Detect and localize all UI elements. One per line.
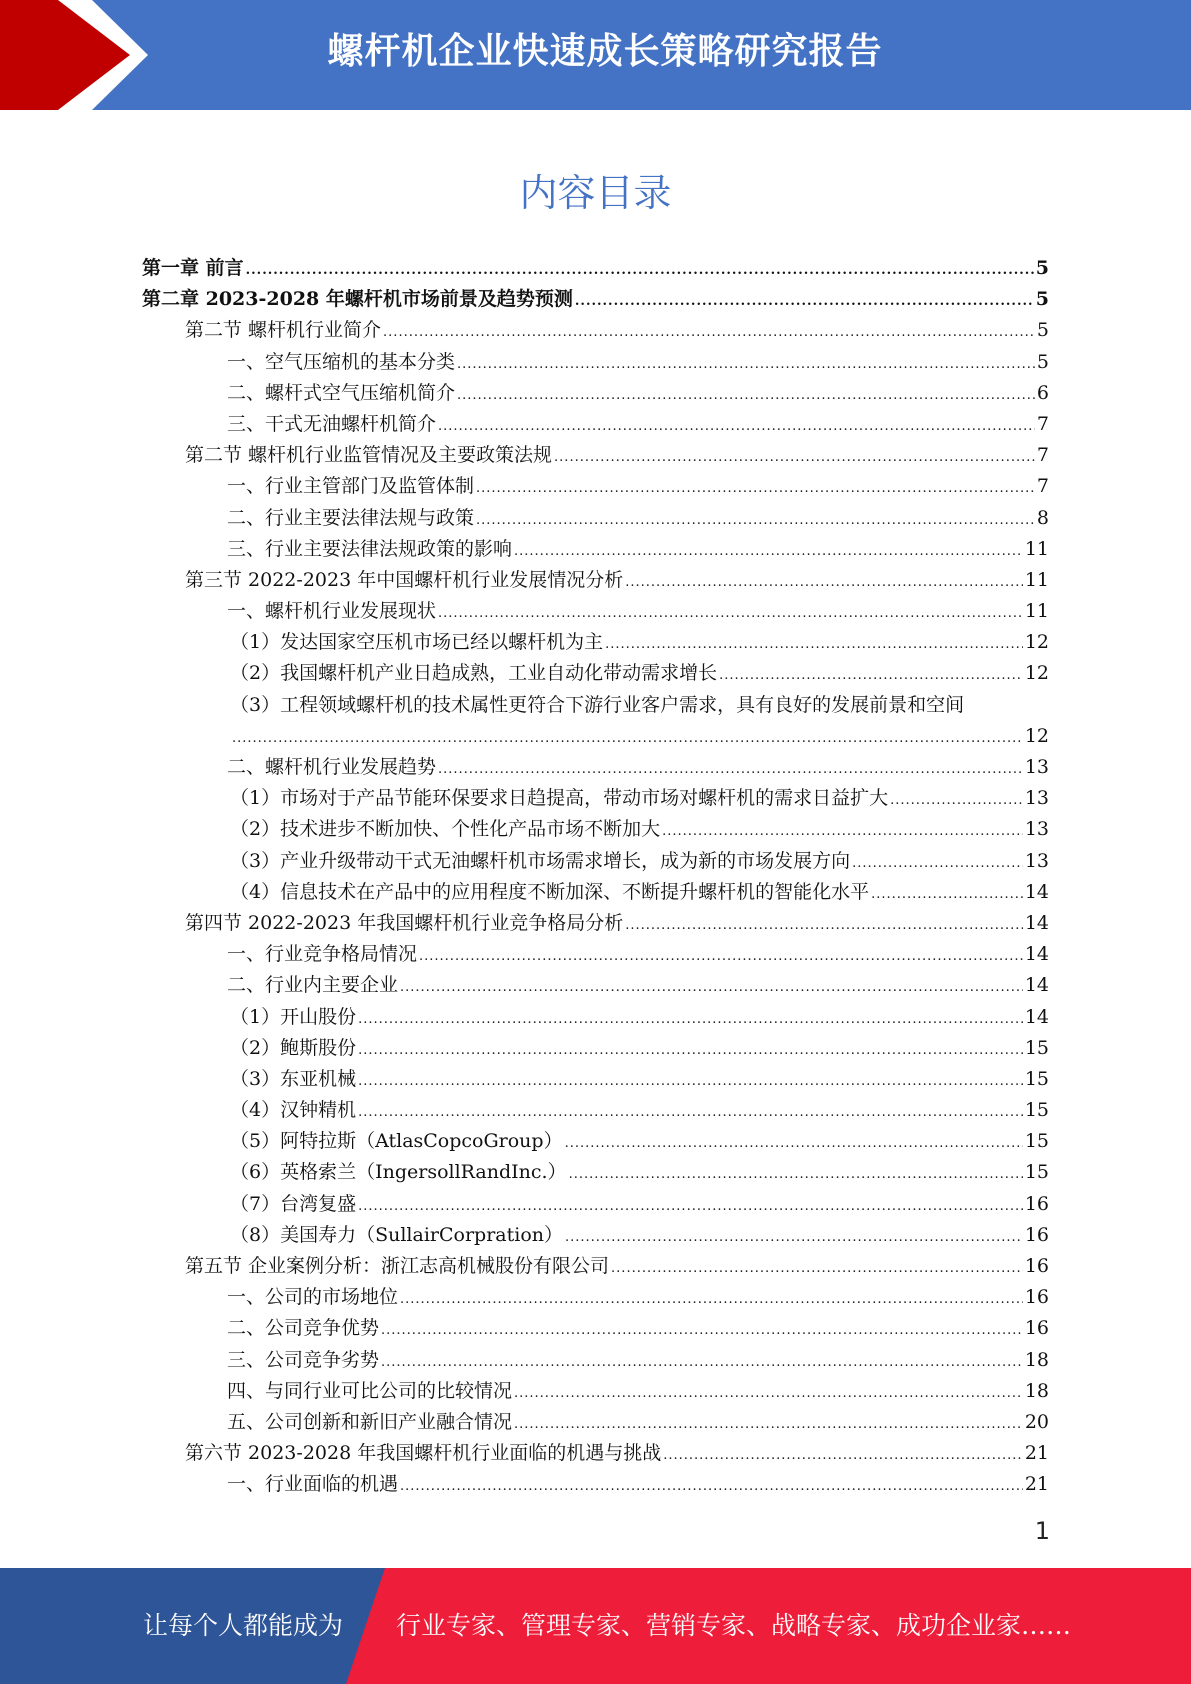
toc-dot-leader [554,442,1035,473]
page-number: 1 [1034,1517,1050,1545]
toc-entry-page: 21 [1024,1473,1049,1496]
toc-entry-page: 7 [1036,412,1049,435]
toc-entry-title: 三、干式无油螺杆机简介 [227,412,437,435]
toc-entry-title: 二、行业主要法律法规与政策 [227,506,475,529]
toc-entry-page: 12 [1024,724,1049,747]
toc-entry-page: 14 [1024,1005,1049,1028]
toc-dot-leader [565,1222,1023,1253]
report-title: 螺杆机企业快速成长策略研究报告 [327,31,883,72]
toc-dot-leader [611,1253,1023,1284]
toc-entry[interactable] [142,721,1049,752]
toc-entry-page: 13 [1024,849,1049,872]
toc-entry-title: 二、公司竞争优势 [227,1317,380,1340]
toc-entry-page: 14 [1024,880,1049,903]
toc-entry[interactable] [142,846,1049,877]
toc-entry-title: （3）东亚机械 [230,1067,357,1090]
toc-entry-page: 5 [1035,257,1049,279]
toc-dot-leader [575,286,1034,317]
toc-dot-leader [381,1347,1023,1378]
toc-entry-page: 14 [1024,974,1049,997]
toc-entry-title: （6）英格索兰（IngersollRandInc.） [230,1161,567,1184]
toc-entry[interactable] [142,1469,1049,1500]
toc-entry-page: 15 [1024,1130,1049,1153]
toc-dot-leader [569,1159,1023,1190]
toc-entry[interactable] [142,1157,1049,1188]
toc-dot-leader [358,1191,1023,1222]
toc-entry[interactable] [142,409,1049,440]
toc-entry-page: 7 [1036,475,1049,498]
toc-entry-title: 一、行业面临的机遇 [227,1473,399,1496]
toc-entry-page: 14 [1024,911,1049,934]
toc-entry-title: 二、螺杆机行业发展趋势 [227,756,437,778]
toc-entry-title: （1）发达国家空压机市场已经以螺杆机为主 [230,631,604,654]
toc-entry-title: （2）技术进步不断加快、个性化产品市场不断加大 [230,818,661,841]
toc-entry[interactable] [142,284,1049,315]
toc-entry[interactable] [142,939,1049,970]
toc-entry[interactable] [142,690,1049,721]
toc-entry[interactable] [142,1407,1049,1438]
toc-entry[interactable] [142,1251,1049,1282]
toc-entry-page: 16 [1024,1223,1049,1246]
toc-entry[interactable] [142,534,1049,565]
toc-entry-page: 8 [1036,506,1049,529]
toc-dot-leader [890,785,1023,816]
toc-dot-leader [852,848,1023,879]
toc-entry[interactable] [142,1376,1049,1407]
table-of-contents [142,253,1049,1501]
toc-entry-title: 第二章 2023-2028 年螺杆机市场前景及趋势预测 [142,288,573,311]
toc-entry[interactable] [142,1033,1049,1064]
toc-dot-leader [476,505,1035,536]
toc-entry[interactable] [142,596,1049,627]
toc-dot-leader [514,1409,1023,1440]
toc-dot-leader [232,723,1023,754]
toc-entry-page: 12 [1024,662,1049,685]
toc-entry[interactable] [142,565,1049,596]
toc-entry-title: 三、行业主要法律法规政策的影响 [227,537,513,560]
toc-entry-title: （2）鲍斯股份 [230,1036,357,1059]
toc-dot-leader [719,660,1023,691]
toc-dot-leader [565,1128,1023,1159]
toc-entry-page: 11 [1024,568,1049,591]
toc-dot-leader [400,972,1023,1003]
toc-entry[interactable] [142,783,1049,814]
toc-entry-page: 13 [1024,818,1049,841]
toc-entry[interactable] [142,378,1049,409]
toc-entry[interactable] [142,1282,1049,1313]
toc-entry-page: 16 [1024,1286,1049,1309]
toc-dot-leader [438,754,1023,785]
toc-entry-title: 五、公司创新和新旧产业融合情况 [227,1410,513,1433]
toc-dot-leader [625,910,1023,941]
toc-entry[interactable] [142,970,1049,1001]
toc-entry-title: 三、公司竞争劣势 [227,1348,380,1371]
toc-entry[interactable] [142,315,1049,346]
toc-dot-leader [358,1004,1023,1035]
toc-dot-leader [457,380,1035,411]
toc-entry-title: 第二节 螺杆机行业简介 [185,319,382,342]
footer-slogan-right: 行业专家、管理专家、营销专家、战略专家、成功企业家…… [396,1611,1072,1640]
footer-band [0,1568,1191,1684]
toc-entry[interactable] [142,627,1049,658]
toc-entry-title: 一、行业主管部门及监管体制 [227,475,475,498]
toc-dot-leader [663,1440,1023,1471]
toc-entry-title: （4）汉钟精机 [230,1099,357,1122]
toc-entry-page: 16 [1024,1255,1049,1277]
toc-entry[interactable] [142,1438,1049,1469]
toc-entry[interactable] [142,1002,1049,1033]
toc-entry-page: 5 [1036,319,1049,342]
toc-entry-page: 21 [1024,1442,1049,1465]
toc-entry[interactable] [142,471,1049,502]
toc-entry[interactable] [142,877,1049,908]
toc-entry-page: 16 [1024,1192,1049,1215]
toc-dot-leader [625,567,1023,598]
toc-entry-title: 第三节 2022-2023 年中国螺杆机行业发展情况分析 [185,568,624,591]
toc-entry-title: 四、与同行业可比公司的比较情况 [227,1379,513,1402]
toc-dot-leader [419,941,1023,972]
toc-entry-title: 二、行业内主要企业 [227,974,399,997]
footer-slogan-left: 让每个人都能成为 [143,1611,344,1640]
toc-entry-page: 18 [1024,1379,1049,1402]
toc-entry[interactable] [142,347,1049,378]
toc-entry[interactable] [142,253,1049,284]
toc-entry[interactable] [142,440,1049,471]
toc-dot-leader [358,1097,1023,1128]
toc-entry-page: 18 [1024,1348,1049,1371]
toc-entry-title: 一、螺杆机行业发展现状 [227,600,437,623]
toc-dot-leader [871,879,1023,910]
toc-entry-title: 一、行业竞争格局情况 [227,943,418,966]
toc-dot-leader [438,598,1023,629]
toc-dot-leader [457,349,1035,380]
toc-entry[interactable] [142,1189,1049,1220]
toc-entry-page: 16 [1024,1317,1049,1340]
header-band [0,0,1191,110]
toc-entry-title: 第六节 2023-2028 年我国螺杆机行业面临的机遇与挑战 [185,1442,662,1465]
toc-entry-title: 第一章 前言 [142,257,244,279]
toc-entry-title: （1）开山股份 [230,1005,357,1028]
toc-entry[interactable] [142,1313,1049,1344]
toc-entry-title: 第五节 企业案例分析：浙江志高机械股份有限公司 [185,1255,610,1277]
toc-dot-leader [400,1284,1023,1315]
toc-dot-leader [246,255,1034,286]
toc-entry-title: 一、空气压缩机的基本分类 [227,350,456,373]
toc-entry-title: 第四节 2022-2023 年我国螺杆机行业竞争格局分析 [185,911,624,934]
toc-entry-title: 第二节 螺杆机行业监管情况及主要政策法规 [185,444,553,467]
toc-entry[interactable] [142,658,1049,689]
toc-dot-leader [400,1471,1023,1502]
toc-dot-leader [476,473,1035,504]
toc-dot-leader [358,1066,1023,1097]
toc-entry[interactable] [142,1126,1049,1157]
toc-dot-leader [381,1315,1023,1346]
toc-dot-leader [383,317,1035,348]
toc-heading: 内容目录 [519,171,672,215]
toc-entry[interactable] [142,814,1049,845]
toc-entry-page: 7 [1036,444,1049,467]
toc-entry-title: （3）产业升级带动干式无油螺杆机市场需求增长，成为新的市场发展方向 [230,849,851,872]
toc-dot-leader [438,411,1035,442]
toc-entry-page: 5 [1035,288,1049,311]
toc-entry-title: （4）信息技术在产品中的应用程度不断加深、不断提升螺杆机的智能化水平 [230,880,870,903]
toc-entry-page: 5 [1036,350,1049,373]
toc-entry-title: （2）我国螺杆机产业日趋成熟，工业自动化带动需求增长 [230,662,718,685]
toc-entry[interactable] [142,503,1049,534]
toc-entry-page: 15 [1024,1099,1049,1122]
toc-dot-leader [514,536,1023,567]
toc-entry[interactable] [142,752,1049,783]
toc-entry[interactable] [142,1345,1049,1376]
toc-entry-title: （5）阿特拉斯（AtlasCopcoGroup） [230,1130,563,1153]
toc-entry-page: 12 [1024,631,1049,654]
toc-entry-page: 6 [1036,381,1049,404]
toc-entry-page: 20 [1024,1410,1049,1433]
toc-entry-page: 15 [1024,1161,1049,1184]
toc-entry-title: （3）工程领域螺杆机的技术属性更符合下游行业客户需求，具有良好的发展前景和空间 [230,693,965,716]
toc-dot-leader [514,1378,1023,1409]
toc-entry-page: 14 [1024,943,1049,966]
toc-dot-leader [662,816,1023,847]
toc-entry-title: （8）美国寿力（SullairCorpration） [230,1223,564,1246]
toc-entry-title: 二、螺杆式空气压缩机简介 [227,381,456,404]
toc-entry-page: 11 [1024,600,1049,623]
toc-entry-title: 一、公司的市场地位 [227,1286,399,1309]
toc-entry[interactable] [142,1064,1049,1095]
toc-entry-page: 15 [1024,1036,1049,1059]
toc-entry-page: 11 [1024,537,1049,560]
toc-entry[interactable] [142,1095,1049,1126]
toc-entry-title: （7）台湾复盛 [230,1192,357,1215]
toc-dot-leader [358,1035,1023,1066]
toc-entry-title: （1）市场对于产品节能环保要求日趋提高，带动市场对螺杆机的需求日益扩大 [230,787,889,810]
toc-entry-page: 13 [1024,756,1049,778]
toc-dot-leader [605,629,1023,660]
toc-entry-page: 13 [1024,787,1049,810]
toc-entry[interactable] [142,908,1049,939]
toc-entry-page: 15 [1024,1067,1049,1090]
toc-entry[interactable] [142,1220,1049,1251]
